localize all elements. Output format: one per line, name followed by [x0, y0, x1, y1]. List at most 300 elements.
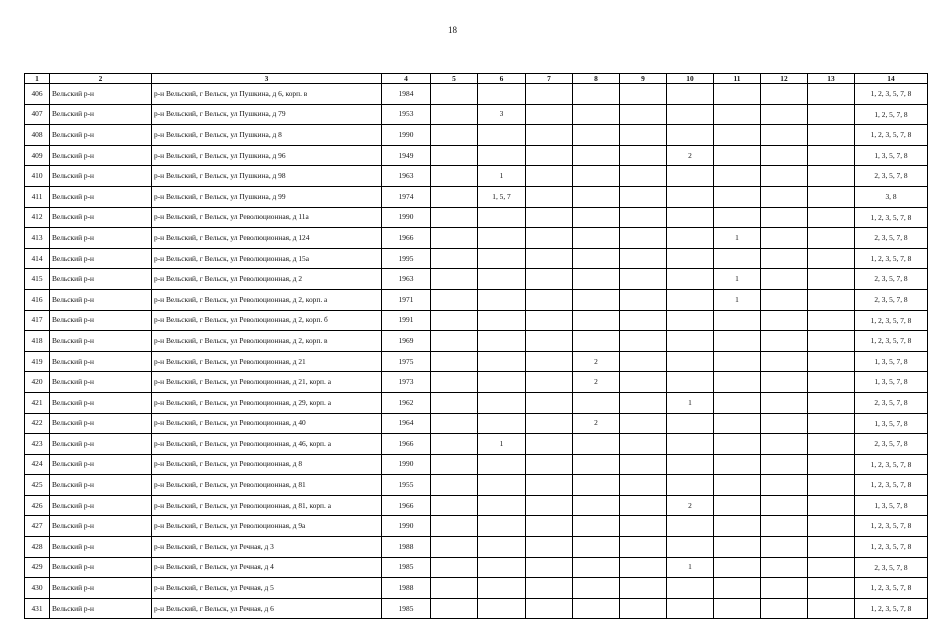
- col14-cell: 1, 2, 3, 5, 7, 8: [855, 331, 928, 352]
- col8-cell: [573, 166, 620, 187]
- col5-cell: [431, 84, 478, 105]
- address-cell: р-н Вельский, г Вельск, ул Пушкина, д 99: [152, 186, 382, 207]
- col10-cell: [667, 578, 714, 599]
- col10-cell: [667, 166, 714, 187]
- col10-cell: 1: [667, 392, 714, 413]
- col9-cell: [620, 310, 667, 331]
- col13-cell: [808, 84, 855, 105]
- col10-cell: [667, 207, 714, 228]
- col7-cell: [526, 186, 573, 207]
- district-cell: Вельский р-н: [50, 186, 152, 207]
- col11-cell: [714, 207, 761, 228]
- col10-cell: [667, 537, 714, 558]
- col13-cell: [808, 248, 855, 269]
- col9-cell: [620, 331, 667, 352]
- col5-cell: [431, 557, 478, 578]
- col8-cell: [573, 578, 620, 599]
- col5-cell: [431, 413, 478, 434]
- year-cell: 1988: [382, 578, 431, 599]
- address-cell: р-н Вельский, г Вельск, ул Пушкина, д 79: [152, 104, 382, 125]
- col9-cell: [620, 125, 667, 146]
- col9-cell: [620, 104, 667, 125]
- col12-cell: [761, 598, 808, 619]
- district-cell: Вельский р-н: [50, 434, 152, 455]
- table-row: [25, 537, 928, 558]
- table-row: [25, 310, 928, 331]
- col9-cell: [620, 207, 667, 228]
- col5-cell: [431, 331, 478, 352]
- column-header-11: 11: [714, 74, 761, 84]
- col9-cell: [620, 392, 667, 413]
- col6-cell: [478, 516, 526, 537]
- col11-cell: [714, 516, 761, 537]
- col11-cell: [714, 598, 761, 619]
- district-cell: Вельский р-н: [50, 454, 152, 475]
- col8-cell: [573, 248, 620, 269]
- row-number: 425: [25, 475, 50, 496]
- address-cell: р-н Вельский, г Вельск, ул Революционная, д 2, корп. в: [152, 331, 382, 352]
- col11-cell: [714, 166, 761, 187]
- col6-cell: [478, 495, 526, 516]
- col5-cell: [431, 269, 478, 290]
- col6-cell: [478, 413, 526, 434]
- col7-cell: [526, 434, 573, 455]
- col10-cell: [667, 248, 714, 269]
- col9-cell: [620, 475, 667, 496]
- col10-cell: [667, 475, 714, 496]
- col8-cell: [573, 537, 620, 558]
- col5-cell: [431, 125, 478, 146]
- col5-cell: [431, 516, 478, 537]
- col11-cell: 1: [714, 228, 761, 249]
- col13-cell: [808, 475, 855, 496]
- col8-cell: [573, 145, 620, 166]
- table-body: [25, 84, 928, 619]
- col13-cell: [808, 392, 855, 413]
- col14-cell: 1, 2, 5, 7, 8: [855, 104, 928, 125]
- col8-cell: [573, 289, 620, 310]
- col7-cell: [526, 495, 573, 516]
- col5-cell: [431, 228, 478, 249]
- year-cell: 1966: [382, 228, 431, 249]
- column-header-4: 4: [382, 74, 431, 84]
- col11-cell: [714, 454, 761, 475]
- col10-cell: [667, 598, 714, 619]
- col14-cell: 2, 3, 5, 7, 8: [855, 289, 928, 310]
- col10-cell: [667, 84, 714, 105]
- table-row: [25, 331, 928, 352]
- col13-cell: [808, 269, 855, 290]
- col12-cell: [761, 269, 808, 290]
- address-cell: р-н Вельский, г Вельск, ул Революционная, д 81, корп. а: [152, 495, 382, 516]
- row-number: 412: [25, 207, 50, 228]
- col8-cell: [573, 475, 620, 496]
- col7-cell: [526, 475, 573, 496]
- col6-cell: [478, 248, 526, 269]
- col13-cell: [808, 516, 855, 537]
- col12-cell: [761, 537, 808, 558]
- col8-cell: 2: [573, 351, 620, 372]
- col7-cell: [526, 145, 573, 166]
- col8-cell: [573, 557, 620, 578]
- col13-cell: [808, 228, 855, 249]
- row-number: 408: [25, 125, 50, 146]
- table-row: [25, 145, 928, 166]
- district-cell: Вельский р-н: [50, 557, 152, 578]
- col7-cell: [526, 598, 573, 619]
- col10-cell: 1: [667, 557, 714, 578]
- col12-cell: [761, 166, 808, 187]
- address-cell: р-н Вельский, г Вельск, ул Речная, д 3: [152, 537, 382, 558]
- col12-cell: [761, 125, 808, 146]
- col10-cell: [667, 434, 714, 455]
- col13-cell: [808, 598, 855, 619]
- col10-cell: [667, 104, 714, 125]
- col10-cell: [667, 289, 714, 310]
- year-cell: 1963: [382, 269, 431, 290]
- table-row: [25, 248, 928, 269]
- address-cell: р-н Вельский, г Вельск, ул Пушкина, д 98: [152, 166, 382, 187]
- col5-cell: [431, 475, 478, 496]
- col11-cell: [714, 186, 761, 207]
- year-cell: 1995: [382, 248, 431, 269]
- col6-cell: 3: [478, 104, 526, 125]
- table-row: [25, 454, 928, 475]
- col9-cell: [620, 495, 667, 516]
- column-header-7: 7: [526, 74, 573, 84]
- housing-table: [24, 73, 928, 619]
- col14-cell: 1, 2, 3, 5, 7, 8: [855, 248, 928, 269]
- district-cell: Вельский р-н: [50, 310, 152, 331]
- row-number: 428: [25, 537, 50, 558]
- col5-cell: [431, 207, 478, 228]
- col13-cell: [808, 310, 855, 331]
- col12-cell: [761, 207, 808, 228]
- col9-cell: [620, 372, 667, 393]
- col10-cell: [667, 372, 714, 393]
- col12-cell: [761, 228, 808, 249]
- col10-cell: 2: [667, 145, 714, 166]
- address-cell: р-н Вельский, г Вельск, ул Революционная, д 2, корп. б: [152, 310, 382, 331]
- year-cell: 1985: [382, 557, 431, 578]
- col7-cell: [526, 207, 573, 228]
- col9-cell: [620, 598, 667, 619]
- col13-cell: [808, 207, 855, 228]
- col10-cell: [667, 186, 714, 207]
- col6-cell: [478, 289, 526, 310]
- row-number: 427: [25, 516, 50, 537]
- col12-cell: [761, 310, 808, 331]
- col6-cell: [478, 578, 526, 599]
- col10-cell: [667, 269, 714, 290]
- col7-cell: [526, 331, 573, 352]
- address-cell: р-н Вельский, г Вельск, ул Революционная, д 46, корп. а: [152, 434, 382, 455]
- col11-cell: 1: [714, 269, 761, 290]
- col13-cell: [808, 372, 855, 393]
- year-cell: 1990: [382, 125, 431, 146]
- col13-cell: [808, 186, 855, 207]
- col8-cell: 2: [573, 413, 620, 434]
- col8-cell: [573, 84, 620, 105]
- address-cell: р-н Вельский, г Вельск, ул Революционная, д 81: [152, 475, 382, 496]
- district-cell: Вельский р-н: [50, 125, 152, 146]
- col12-cell: [761, 104, 808, 125]
- address-cell: р-н Вельский, г Вельск, ул Пушкина, д 6, корп. в: [152, 84, 382, 105]
- row-number: 410: [25, 166, 50, 187]
- col9-cell: [620, 228, 667, 249]
- table-header-row: [25, 74, 928, 84]
- year-cell: 1990: [382, 516, 431, 537]
- col13-cell: [808, 166, 855, 187]
- address-cell: р-н Вельский, г Вельск, ул Речная, д 5: [152, 578, 382, 599]
- col7-cell: [526, 84, 573, 105]
- year-cell: 1975: [382, 351, 431, 372]
- col6-cell: 1, 5, 7: [478, 186, 526, 207]
- col5-cell: [431, 310, 478, 331]
- col12-cell: [761, 516, 808, 537]
- col10-cell: [667, 454, 714, 475]
- col6-cell: [478, 392, 526, 413]
- col10-cell: [667, 351, 714, 372]
- district-cell: Вельский р-н: [50, 166, 152, 187]
- col7-cell: [526, 557, 573, 578]
- col12-cell: [761, 392, 808, 413]
- table-row: [25, 289, 928, 310]
- col8-cell: [573, 516, 620, 537]
- row-number: 407: [25, 104, 50, 125]
- col6-cell: [478, 557, 526, 578]
- col7-cell: [526, 578, 573, 599]
- column-header-9: 9: [620, 74, 667, 84]
- col12-cell: [761, 84, 808, 105]
- column-header-2: 2: [50, 74, 152, 84]
- address-cell: р-н Вельский, г Вельск, ул Революционная, д 11а: [152, 207, 382, 228]
- district-cell: Вельский р-н: [50, 351, 152, 372]
- year-cell: 1953: [382, 104, 431, 125]
- col6-cell: 1: [478, 166, 526, 187]
- col14-cell: 2, 3, 5, 7, 8: [855, 557, 928, 578]
- year-cell: 1990: [382, 454, 431, 475]
- column-header-6: 6: [478, 74, 526, 84]
- col12-cell: [761, 454, 808, 475]
- row-number: 422: [25, 413, 50, 434]
- col7-cell: [526, 310, 573, 331]
- col9-cell: [620, 434, 667, 455]
- col6-cell: [478, 331, 526, 352]
- col7-cell: [526, 104, 573, 125]
- col11-cell: [714, 557, 761, 578]
- col10-cell: [667, 310, 714, 331]
- row-number: 417: [25, 310, 50, 331]
- col13-cell: [808, 413, 855, 434]
- col6-cell: [478, 207, 526, 228]
- col14-cell: 1, 3, 5, 7, 8: [855, 351, 928, 372]
- district-cell: Вельский р-н: [50, 289, 152, 310]
- col11-cell: [714, 392, 761, 413]
- col6-cell: [478, 125, 526, 146]
- col14-cell: 2, 3, 5, 7, 8: [855, 166, 928, 187]
- table-row: [25, 413, 928, 434]
- district-cell: Вельский р-н: [50, 331, 152, 352]
- col13-cell: [808, 289, 855, 310]
- year-cell: 1988: [382, 537, 431, 558]
- col8-cell: [573, 269, 620, 290]
- col12-cell: [761, 248, 808, 269]
- col9-cell: [620, 84, 667, 105]
- row-number: 419: [25, 351, 50, 372]
- col5-cell: [431, 495, 478, 516]
- col10-cell: [667, 516, 714, 537]
- address-cell: р-н Вельский, г Вельск, ул Революционная, д 21: [152, 351, 382, 372]
- col14-cell: 1, 3, 5, 7, 8: [855, 145, 928, 166]
- col5-cell: [431, 578, 478, 599]
- col12-cell: [761, 434, 808, 455]
- col13-cell: [808, 537, 855, 558]
- col14-cell: 2, 3, 5, 7, 8: [855, 392, 928, 413]
- address-cell: р-н Вельский, г Вельск, ул Революционная, д 8: [152, 454, 382, 475]
- year-cell: 1966: [382, 495, 431, 516]
- col5-cell: [431, 598, 478, 619]
- col14-cell: 1, 2, 3, 5, 7, 8: [855, 537, 928, 558]
- col13-cell: [808, 351, 855, 372]
- col8-cell: [573, 434, 620, 455]
- col11-cell: [714, 331, 761, 352]
- col11-cell: [714, 104, 761, 125]
- col13-cell: [808, 125, 855, 146]
- col5-cell: [431, 434, 478, 455]
- col7-cell: [526, 248, 573, 269]
- district-cell: Вельский р-н: [50, 413, 152, 434]
- row-number: 429: [25, 557, 50, 578]
- column-header-10: 10: [667, 74, 714, 84]
- col13-cell: [808, 557, 855, 578]
- col14-cell: 2, 3, 5, 7, 8: [855, 434, 928, 455]
- col11-cell: [714, 145, 761, 166]
- col9-cell: [620, 166, 667, 187]
- address-cell: р-н Вельский, г Вельск, ул Революционная, д 40: [152, 413, 382, 434]
- table-row: [25, 351, 928, 372]
- address-cell: р-н Вельский, г Вельск, ул Революционная, д 124: [152, 228, 382, 249]
- table-row: [25, 495, 928, 516]
- col8-cell: [573, 228, 620, 249]
- col10-cell: [667, 413, 714, 434]
- table-row: [25, 269, 928, 290]
- year-cell: 1971: [382, 289, 431, 310]
- col8-cell: [573, 310, 620, 331]
- row-number: 416: [25, 289, 50, 310]
- col11-cell: [714, 475, 761, 496]
- col14-cell: 3, 8: [855, 186, 928, 207]
- col8-cell: [573, 495, 620, 516]
- col8-cell: [573, 331, 620, 352]
- col13-cell: [808, 578, 855, 599]
- table-row: [25, 557, 928, 578]
- district-cell: Вельский р-н: [50, 207, 152, 228]
- table-row: [25, 578, 928, 599]
- district-cell: Вельский р-н: [50, 578, 152, 599]
- district-cell: Вельский р-н: [50, 228, 152, 249]
- address-cell: р-н Вельский, г Вельск, ул Революционная, д 15а: [152, 248, 382, 269]
- col6-cell: [478, 145, 526, 166]
- row-number: 431: [25, 598, 50, 619]
- col8-cell: 2: [573, 372, 620, 393]
- col12-cell: [761, 351, 808, 372]
- col12-cell: [761, 475, 808, 496]
- row-number: 413: [25, 228, 50, 249]
- year-cell: 1963: [382, 166, 431, 187]
- table-row: [25, 598, 928, 619]
- row-number: 406: [25, 84, 50, 105]
- col11-cell: [714, 248, 761, 269]
- col7-cell: [526, 454, 573, 475]
- col14-cell: 1, 3, 5, 7, 8: [855, 495, 928, 516]
- address-cell: р-н Вельский, г Вельск, ул Пушкина, д 96: [152, 145, 382, 166]
- col7-cell: [526, 228, 573, 249]
- year-cell: 1966: [382, 434, 431, 455]
- row-number: 423: [25, 434, 50, 455]
- row-number: 426: [25, 495, 50, 516]
- col7-cell: [526, 372, 573, 393]
- col14-cell: 2, 3, 5, 7, 8: [855, 269, 928, 290]
- district-cell: Вельский р-н: [50, 269, 152, 290]
- col11-cell: [714, 413, 761, 434]
- col11-cell: [714, 495, 761, 516]
- col13-cell: [808, 434, 855, 455]
- col14-cell: 1, 2, 3, 5, 7, 8: [855, 475, 928, 496]
- district-cell: Вельский р-н: [50, 145, 152, 166]
- col5-cell: [431, 166, 478, 187]
- address-cell: р-н Вельский, г Вельск, ул Революционная, д 21, корп. а: [152, 372, 382, 393]
- col12-cell: [761, 557, 808, 578]
- col5-cell: [431, 289, 478, 310]
- col12-cell: [761, 413, 808, 434]
- col8-cell: [573, 207, 620, 228]
- col9-cell: [620, 351, 667, 372]
- column-header-14: 14: [855, 74, 928, 84]
- col12-cell: [761, 145, 808, 166]
- col9-cell: [620, 248, 667, 269]
- col12-cell: [761, 578, 808, 599]
- col6-cell: [478, 454, 526, 475]
- column-header-1: 1: [25, 74, 50, 84]
- col8-cell: [573, 454, 620, 475]
- col12-cell: [761, 495, 808, 516]
- col5-cell: [431, 372, 478, 393]
- year-cell: 1973: [382, 372, 431, 393]
- col10-cell: [667, 331, 714, 352]
- district-cell: Вельский р-н: [50, 516, 152, 537]
- year-cell: 1985: [382, 598, 431, 619]
- col8-cell: [573, 104, 620, 125]
- year-cell: 1949: [382, 145, 431, 166]
- col5-cell: [431, 186, 478, 207]
- col8-cell: [573, 125, 620, 146]
- col14-cell: 2, 3, 5, 7, 8: [855, 228, 928, 249]
- address-cell: р-н Вельский, г Вельск, ул Революционная, д 2, корп. а: [152, 289, 382, 310]
- column-header-12: 12: [761, 74, 808, 84]
- col6-cell: [478, 310, 526, 331]
- column-header-8: 8: [573, 74, 620, 84]
- col6-cell: [478, 598, 526, 619]
- col10-cell: 2: [667, 495, 714, 516]
- housing-table-container: [24, 73, 912, 619]
- row-number: 415: [25, 269, 50, 290]
- col11-cell: [714, 537, 761, 558]
- col7-cell: [526, 516, 573, 537]
- col11-cell: [714, 84, 761, 105]
- col7-cell: [526, 413, 573, 434]
- col13-cell: [808, 454, 855, 475]
